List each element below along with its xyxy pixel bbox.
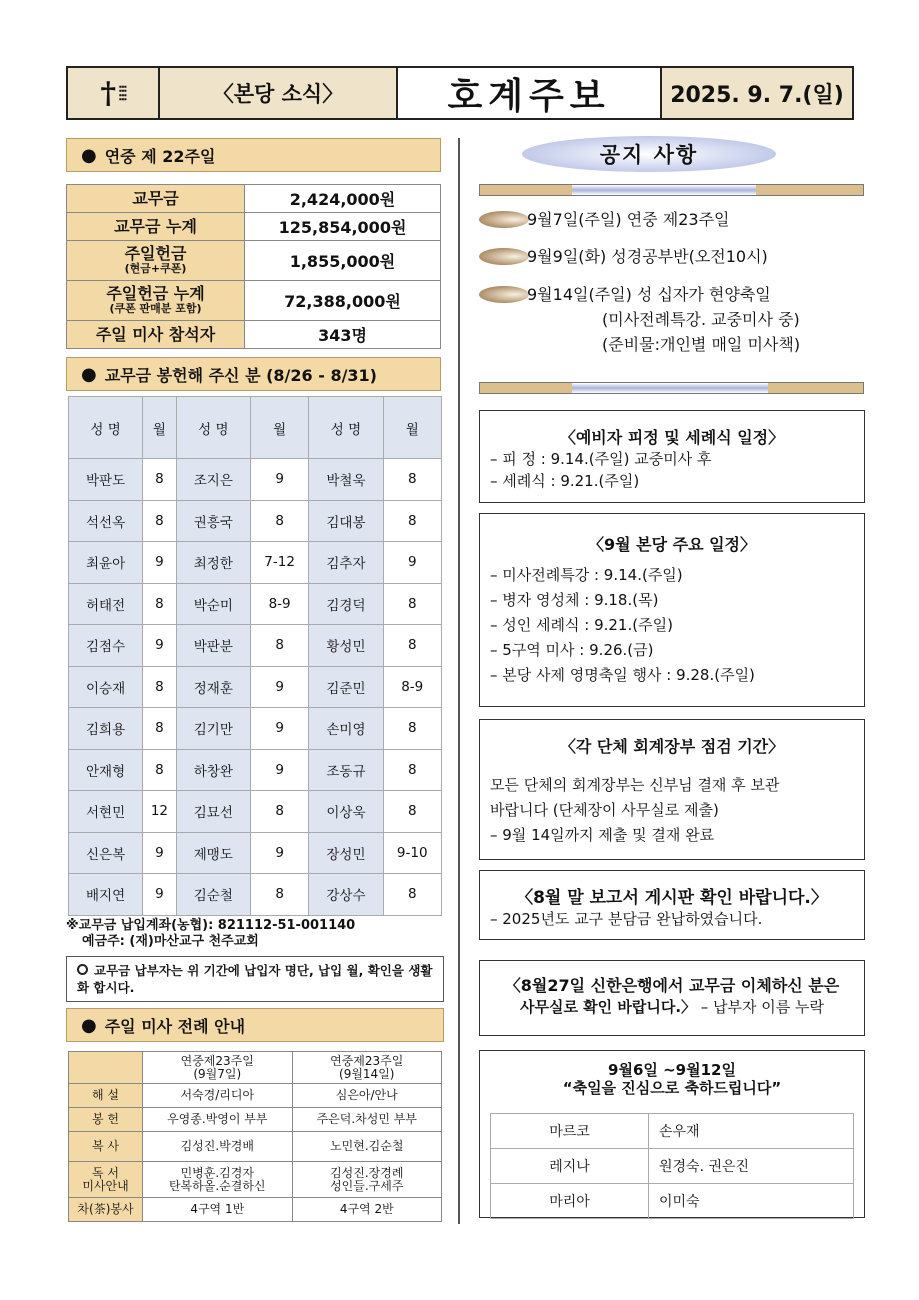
- donor-month: 8: [383, 791, 442, 833]
- stats-row: [67, 241, 441, 281]
- circle-icon: [77, 964, 88, 975]
- donor-name: 김희용: [69, 708, 143, 750]
- donor-month: 8: [383, 500, 442, 542]
- accounts-line: – 9월 14일까지 제출 및 결재 완료: [490, 826, 715, 844]
- donor-name: 김준민: [309, 666, 383, 708]
- table-row: [69, 625, 442, 667]
- liturgy-role: 복 사: [69, 1132, 143, 1162]
- report-title: 〈8월 말 보고서 게시판 확인 바랍니다.〉: [516, 888, 828, 908]
- saint-name: 마르코: [491, 1114, 649, 1149]
- stats-label: 교무금: [67, 185, 245, 213]
- schedule-title: 〈9월 본당 주요 일정〉: [587, 535, 757, 554]
- liturgy-cell: 김성진.장경례 성인들.구세주: [292, 1162, 442, 1198]
- donor-name: 서현민: [69, 791, 143, 833]
- liturgy-cell: 심은아/안나: [292, 1084, 442, 1108]
- saint-name: 레지나: [491, 1149, 649, 1184]
- donor-month: 8: [250, 874, 308, 916]
- donor-name: 손미영: [309, 708, 383, 750]
- bullet-icon: ●: [81, 363, 97, 385]
- donor-month: 8: [143, 749, 177, 791]
- offering-stats-table: [66, 184, 441, 349]
- donor-month: 9: [143, 874, 177, 916]
- baptism-line: – 세례식 : 9.21.(주일): [490, 472, 640, 490]
- feast-row: [491, 1149, 854, 1184]
- donor-name: 허태전: [69, 583, 143, 625]
- schedule-line: – 미사전례특강 : 9.14.(주일): [490, 566, 683, 584]
- donor-month: 12: [143, 791, 177, 833]
- feast-day-box: [479, 1050, 865, 1218]
- donor-name: 이승재: [69, 666, 143, 708]
- liturgy-row: [69, 1108, 442, 1132]
- bullet-icon: ●: [81, 144, 97, 166]
- donor-month: 9: [250, 459, 308, 501]
- liturgy-cell: 4구역 1반: [143, 1198, 293, 1222]
- donor-month: 9-10: [383, 832, 442, 874]
- stats-value: 343명: [245, 321, 441, 349]
- donor-name: 박철욱: [309, 459, 383, 501]
- donor-name: 권흥국: [176, 500, 250, 542]
- col-month: 월: [250, 397, 308, 459]
- bank-line1: 〈8월27일 신한은행에서 교무금 이체하신 분은: [504, 976, 840, 995]
- liturgy-role: 봉 헌: [69, 1108, 143, 1132]
- stats-label: 주일헌금 누계 (쿠폰 판매분 포함): [67, 281, 245, 321]
- donor-name: 조지은: [176, 459, 250, 501]
- liturgy-col2: 연중제23주일 (9월14일): [292, 1052, 442, 1084]
- cross-icon: †: [100, 75, 117, 111]
- donor-month: 8: [383, 583, 442, 625]
- donor-month: 9: [383, 542, 442, 584]
- donor-name: 강상수: [309, 874, 383, 916]
- donor-month: 8: [143, 708, 177, 750]
- bulletin-title: 호계주보: [398, 68, 662, 118]
- donors-table: [68, 396, 442, 916]
- column-divider: [458, 138, 460, 1224]
- donor-month: 7-12: [250, 542, 308, 584]
- donor-name: 최정한: [176, 542, 250, 584]
- account-holder: 예금주: (재)마산교구 천주교회: [82, 934, 259, 949]
- feast-table: [490, 1113, 854, 1219]
- table-row: [69, 832, 442, 874]
- liturgy-table: [68, 1051, 442, 1222]
- donors-header-row: [69, 397, 442, 459]
- donor-month: 9: [143, 832, 177, 874]
- liturgy-heading: [66, 1008, 444, 1042]
- schedule-line: – 본당 사제 영명축일 행사 : 9.28.(주일): [490, 666, 755, 684]
- donor-name: 김순철: [176, 874, 250, 916]
- donor-name: 김기만: [176, 708, 250, 750]
- accounts-title: 〈각 단체 회계장부 점검 기간〉: [559, 737, 785, 756]
- donor-month: 8: [143, 583, 177, 625]
- table-row: [69, 749, 442, 791]
- donor-month: 8: [143, 500, 177, 542]
- liturgy-header-row: [69, 1052, 442, 1084]
- notice-item-detail: (미사전례특강. 교중미사 중): [602, 310, 800, 329]
- logo-bars-icon: ⦙⦙⦙: [118, 81, 126, 105]
- decorative-bar: [479, 184, 864, 196]
- col-name: 성 명: [69, 397, 143, 459]
- liturgy-corner: [69, 1052, 143, 1084]
- donor-month: 8-9: [250, 583, 308, 625]
- bank-line2: 사무실로 확인 바랍니다.〉 – 납부자 이름 누락: [519, 998, 825, 1016]
- account-info: [66, 918, 355, 950]
- table-row: [69, 874, 442, 916]
- donor-month: 8: [383, 708, 442, 750]
- donor-name: 김점수: [69, 625, 143, 667]
- schedule-line: – 성인 세례식 : 9.21.(주일): [490, 616, 673, 634]
- donor-name: 석선옥: [69, 500, 143, 542]
- bulletin-date: 2025. 9. 7.(일): [662, 68, 852, 118]
- liturgy-row: [69, 1198, 442, 1222]
- donors-heading: [66, 357, 441, 391]
- donor-month: 9: [250, 666, 308, 708]
- donor-name: 배지연: [69, 874, 143, 916]
- stats-row: [67, 321, 441, 349]
- stats-row: [67, 213, 441, 241]
- stats-value: 2,424,000원: [245, 185, 441, 213]
- col-name: 성 명: [176, 397, 250, 459]
- feast-row: [491, 1184, 854, 1219]
- liturgy-cell: 민병훈.김경자 탄복하올.순결하신: [143, 1162, 293, 1198]
- table-row: [69, 500, 442, 542]
- donor-month: 8: [383, 749, 442, 791]
- bank-box: [479, 960, 865, 1036]
- week-heading-text: 연중 제 22주일: [104, 146, 216, 166]
- account-number: ※교무금 납입계좌(농협): 821112-51-001140: [66, 918, 356, 933]
- notice-item: 9월7일(주일) 연중 제23주일: [527, 210, 730, 229]
- accounts-box: [479, 719, 865, 860]
- donor-month: 9: [250, 832, 308, 874]
- liturgy-col1: 연중제23주일 (9월7일): [143, 1052, 293, 1084]
- liturgy-heading-text: 주일 미사 전례 안내: [104, 1016, 246, 1036]
- donor-month: 8: [383, 459, 442, 501]
- liturgy-role: 독 서 미사안내: [69, 1162, 143, 1198]
- donor-month: 8: [250, 625, 308, 667]
- stats-label: 주일 미사 참석자: [67, 321, 245, 349]
- donor-name: 박판분: [176, 625, 250, 667]
- donor-month: 9: [250, 749, 308, 791]
- col-month: 월: [383, 397, 442, 459]
- celebrant-names: 이미숙: [649, 1184, 854, 1219]
- donor-month: 9: [250, 708, 308, 750]
- report-box: [479, 870, 865, 940]
- schedule-box: [479, 513, 865, 707]
- donor-name: 김추자: [309, 542, 383, 584]
- donor-name: 조동규: [309, 749, 383, 791]
- donor-name: 박순미: [176, 583, 250, 625]
- stats-value: 72,388,000원: [245, 281, 441, 321]
- donor-name: 박판도: [69, 459, 143, 501]
- donor-name: 정재훈: [176, 666, 250, 708]
- table-row: [69, 459, 442, 501]
- liturgy-role: 해 설: [69, 1084, 143, 1108]
- stats-row: [67, 281, 441, 321]
- donor-month: 8: [250, 791, 308, 833]
- saint-name: 마리아: [491, 1184, 649, 1219]
- liturgy-row: [69, 1084, 442, 1108]
- schedule-line: – 병자 영성체 : 9.18.(목): [490, 591, 659, 609]
- stats-value: 125,854,000원: [245, 213, 441, 241]
- section-label: 〈본당 소식〉: [160, 68, 398, 118]
- liturgy-row: [69, 1162, 442, 1198]
- baptism-line: – 피 정 : 9.14.(주일) 교중미사 후: [490, 450, 712, 468]
- bulletin-header: [66, 66, 854, 120]
- donor-name: 황성민: [309, 625, 383, 667]
- accounts-line: 모든 단체의 회계장부는 신부님 결재 후 보관: [490, 776, 780, 794]
- liturgy-cell: 4구역 2반: [292, 1198, 442, 1222]
- donor-name: 김대봉: [309, 500, 383, 542]
- stats-row: [67, 185, 441, 213]
- feast-title: 9월6일 ~9월12일 “축일을 진심으로 축하드립니다”: [562, 1061, 782, 1097]
- decorative-bar: [479, 382, 864, 394]
- donor-name: 신은복: [69, 832, 143, 874]
- col-name: 성 명: [309, 397, 383, 459]
- notice-item: 9월14일(주일) 성 십자가 현양축일: [527, 285, 771, 304]
- donor-month: 8: [383, 874, 442, 916]
- stats-value: 1,855,000원: [245, 241, 441, 281]
- donor-note-text: 교무금 납부자는 위 기간에 납입자 명단, 납입 월, 확인을 생활화 합시다.: [77, 963, 433, 995]
- stats-label: 주일헌금 (현금+쿠폰): [67, 241, 245, 281]
- liturgy-cell: 김성진.박경배: [143, 1132, 293, 1162]
- bullet-icon: ●: [81, 1014, 97, 1036]
- celebrant-names: 손우재: [649, 1114, 854, 1149]
- report-line: – 2025년도 교구 분담금 완납하였습니다.: [490, 910, 763, 928]
- table-row: [69, 542, 442, 584]
- liturgy-role: 차(茶)봉사: [69, 1198, 143, 1222]
- donor-month: 8: [383, 625, 442, 667]
- donor-note: [66, 956, 444, 1002]
- liturgy-cell: 서숙경/리디아: [143, 1084, 293, 1108]
- donor-name: 최윤아: [69, 542, 143, 584]
- oval-bullet-icon: [479, 248, 529, 265]
- donor-month: 8: [143, 459, 177, 501]
- donor-month: 9: [143, 625, 177, 667]
- schedule-line: – 5구역 미사 : 9.26.(금): [490, 641, 654, 659]
- stats-label: 교무금 누계: [67, 213, 245, 241]
- donor-name: 김묘선: [176, 791, 250, 833]
- baptism-box: [479, 410, 865, 503]
- table-row: [69, 791, 442, 833]
- feast-row: [491, 1114, 854, 1149]
- liturgy-cell: 주은덕.차성민 부부: [292, 1108, 442, 1132]
- parish-logo: [68, 68, 160, 118]
- col-month: 월: [143, 397, 177, 459]
- accounts-line: 바랍니다 (단체장이 사무실로 제출): [490, 801, 719, 819]
- liturgy-row: [69, 1132, 442, 1162]
- oval-bullet-icon: [479, 211, 529, 228]
- table-row: [69, 708, 442, 750]
- notice-title: 공지 사항: [522, 136, 776, 172]
- donor-name: 김경덕: [309, 583, 383, 625]
- donor-month: 9: [143, 542, 177, 584]
- donor-month: 8-9: [383, 666, 442, 708]
- baptism-title: 〈예비자 피정 및 세례식 일정〉: [559, 428, 785, 447]
- table-row: [69, 583, 442, 625]
- donor-month: 8: [143, 666, 177, 708]
- oval-bullet-icon: [479, 286, 529, 303]
- donor-name: 안재형: [69, 749, 143, 791]
- donor-month: 8: [250, 500, 308, 542]
- donor-name: 장성민: [309, 832, 383, 874]
- liturgy-cell: 우영종.박영이 부부: [143, 1108, 293, 1132]
- table-row: [69, 666, 442, 708]
- notice-item: 9월9일(화) 성경공부반(오전10시): [527, 247, 768, 266]
- week-heading: [66, 138, 441, 172]
- donors-heading-text: 교무금 봉헌해 주신 분 (8/26 - 8/31): [104, 365, 377, 385]
- celebrant-names: 원경숙. 권은진: [649, 1149, 854, 1184]
- donor-name: 제맹도: [176, 832, 250, 874]
- liturgy-cell: 노민현.김순철: [292, 1132, 442, 1162]
- notice-item-detail: (준비물:개인별 매일 미사책): [602, 335, 801, 354]
- donor-name: 이상욱: [309, 791, 383, 833]
- donor-name: 하창완: [176, 749, 250, 791]
